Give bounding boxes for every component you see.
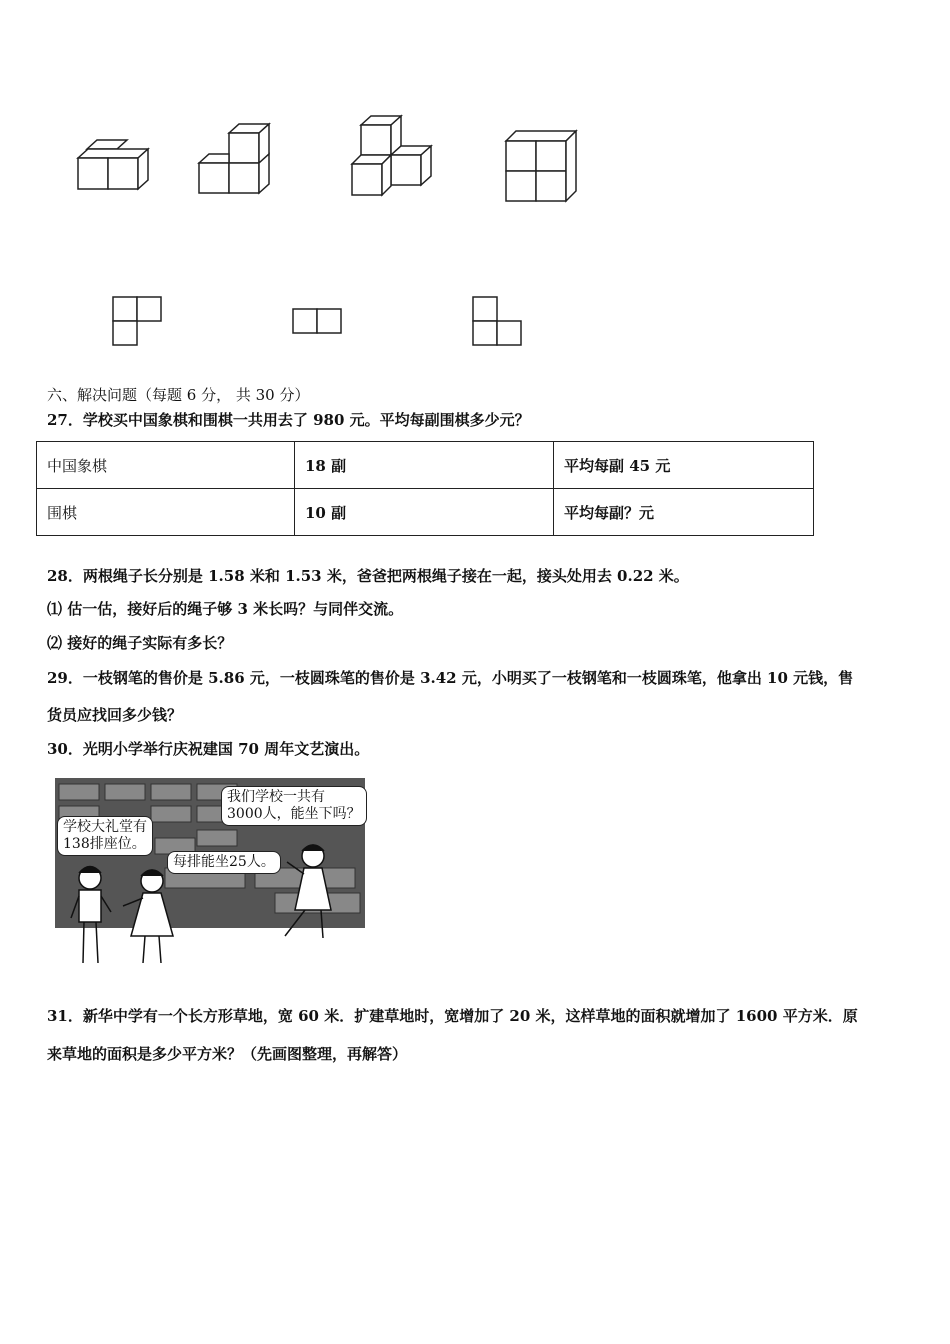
table-row (37, 489, 814, 536)
table-cell: 中国象棋 (37, 442, 295, 489)
question-29-line-2: 货员应找回多少钱？ (47, 706, 183, 724)
cube-figure-4 (506, 131, 576, 201)
question-29-line-1: 29．一枝钢笔的售价是 5.86 元，一枝圆珠笔的售价是 3.42 元，小明买了一枝钢笔和一枝圆珠笔，他拿出 10 元钱，售 (47, 669, 854, 687)
question-30: 30．光明小学举行庆祝建国 70 周年文艺演出。 (47, 740, 370, 758)
question-28: 28．两根绳子长分别是 1.58 米和 1.53 米，爸爸把两根绳子接在一起，接头处用去 0.22 米。 (47, 567, 689, 585)
section-heading: 六、解决问题（每题 6 分， 共 30 分） (47, 386, 310, 404)
table-cell: 平均每副？元 (554, 489, 814, 536)
question-27-table (36, 441, 814, 536)
speech-bubble-left (57, 816, 153, 856)
table-cell: 18 副 (295, 442, 554, 489)
view-shape-3 (473, 297, 521, 345)
bubble-text: 我们学校一共有 (227, 789, 325, 805)
cube-figure-1 (78, 140, 148, 189)
question-28-part-2: ⑵ 接好的绳子实际有多长？ (47, 634, 233, 652)
bubble-text: 3000人，能坐下吗？ (227, 806, 361, 822)
view-shape-1 (113, 297, 161, 345)
question-31-line-2: 来草地的面积是多少平方米？（先画图整理，再解答） (47, 1045, 408, 1063)
bubble-text: 138排座位。 (63, 836, 146, 852)
bubble-text: 每排能坐25人。 (173, 854, 275, 870)
table-cell: 10 副 (295, 489, 554, 536)
cube-figure-2 (199, 124, 269, 193)
speech-bubble-middle (167, 851, 281, 874)
cube-figures (0, 0, 950, 360)
bubble-text: 学校大礼堂有 (63, 819, 147, 835)
table-row (37, 442, 814, 489)
question-27: 27．学校买中国象棋和围棋一共用去了 980 元。平均每副围棋多少元？ (47, 411, 530, 429)
view-shape-2 (293, 309, 341, 333)
table-cell: 围棋 (37, 489, 295, 536)
question-31-line-1: 31．新华中学有一个长方形草地，宽 60 米．扩建草地时，宽增加了 20 米，这样草地的面积就增加了 1600 平方米．原 (47, 1007, 858, 1025)
question-28-part-1: ⑴ 估一估，接好后的绳子够 3 米长吗？与同伴交流。 (47, 600, 404, 618)
speech-bubble-right (221, 786, 367, 826)
cube-figure-3 (352, 116, 431, 195)
auditorium-illustration (55, 778, 365, 973)
table-cell: 平均每副 45 元 (554, 442, 814, 489)
